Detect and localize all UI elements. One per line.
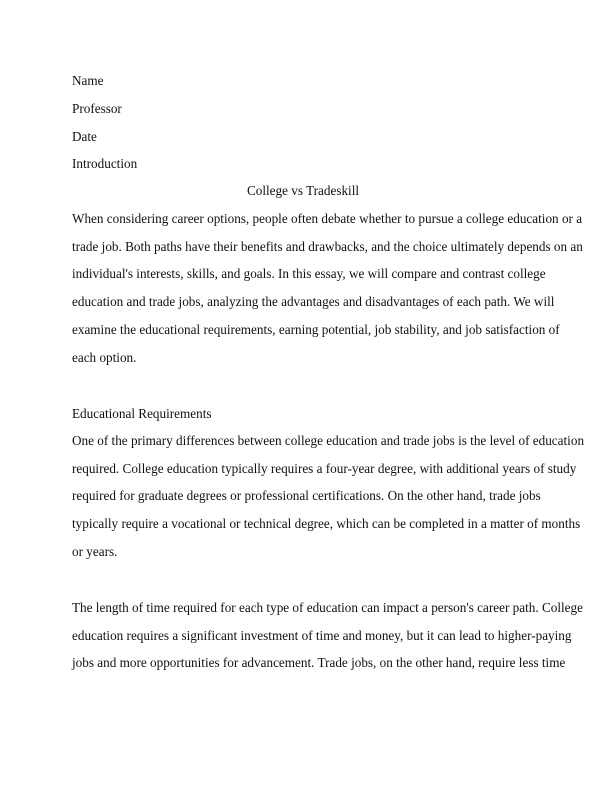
- intro-line: trade job. Both paths have their benefits and drawbacks, and the choice ultimately depends on an: [72, 239, 583, 254]
- student-name: Name: [72, 73, 104, 88]
- intro-line: each option.: [72, 350, 137, 365]
- intro-line: education and trade jobs, analyzing the advantages and disadvantages of each path. We will: [72, 294, 555, 309]
- intro-line: When considering career options, people often debate whether to pursue a college education or a: [72, 211, 583, 226]
- body-line: The length of time required for each type of education can impact a person's career path. College: [72, 600, 583, 615]
- body-line: jobs and more opportunities for advancement. Trade jobs, on the other hand, require less time: [72, 655, 566, 670]
- body-line: required. College education typically requires a four-year degree, with additional years of study: [72, 461, 577, 476]
- body-line: education requires a significant investment of time and money, but it can lead to higher-paying: [72, 628, 572, 643]
- professor-name: Professor: [72, 101, 122, 116]
- body-line: required for graduate degrees or professional certifications. On the other hand, trade jobs: [72, 488, 541, 503]
- intro-line: examine the educational requirements, earning potential, job stability, and job satisfaction of: [72, 322, 560, 337]
- body-line: One of the primary differences between college education and trade jobs is the level of education: [72, 433, 585, 448]
- body-line: typically require a vocational or technical degree, which can be completed in a matter of months: [72, 516, 581, 531]
- intro-line: individual's interests, skills, and goals. In this essay, we will compare and contrast college: [72, 266, 546, 281]
- body-line: or years.: [72, 544, 118, 559]
- essay-title: College vs Tradeskill: [246, 183, 360, 198]
- section-heading-educational-requirements: Educational Requirements: [72, 406, 212, 421]
- date-line: Date: [72, 129, 97, 144]
- section-label-introduction: Introduction: [72, 156, 138, 171]
